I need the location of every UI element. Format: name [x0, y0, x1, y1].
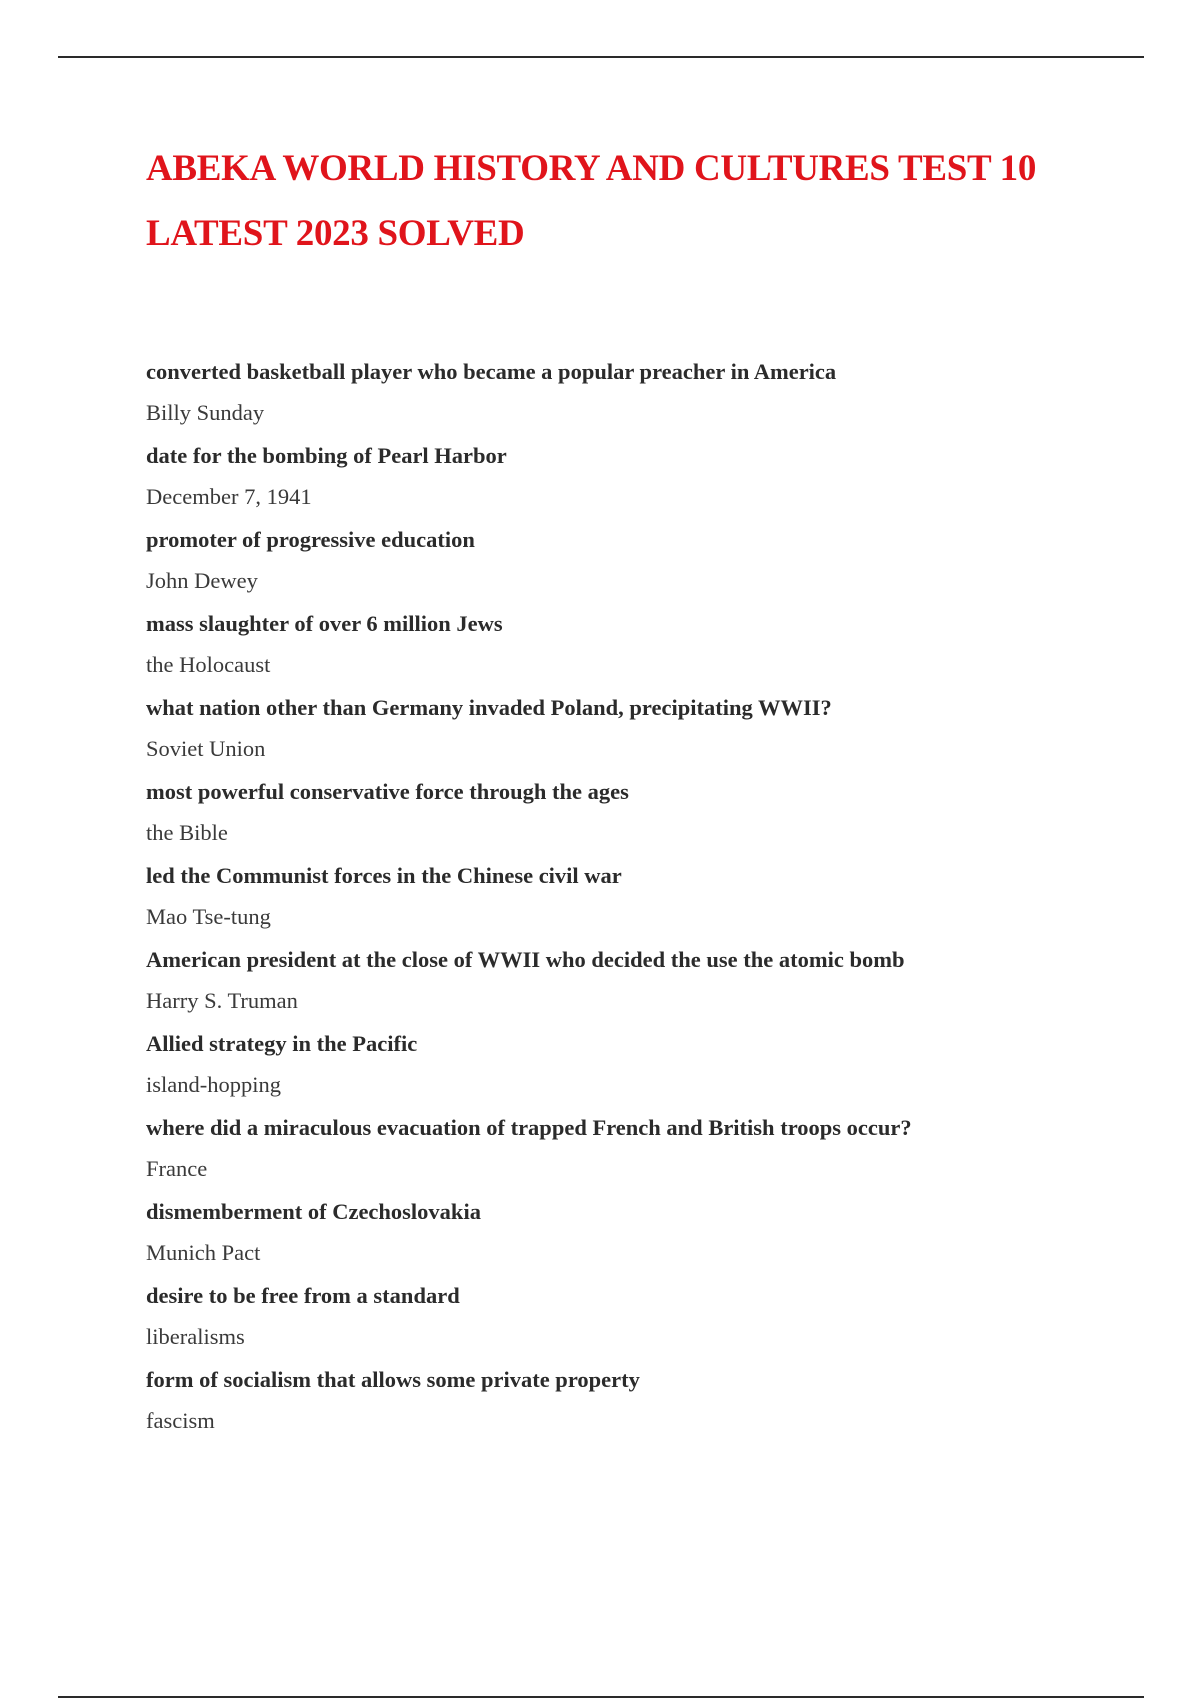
answer-text: Harry S. Truman — [146, 988, 298, 1013]
qa-item — [146, 1027, 1146, 1111]
question-text: led the Communist forces in the Chinese civil war — [146, 863, 622, 888]
qa-item — [146, 439, 1146, 523]
qa-item — [146, 1195, 1146, 1279]
question-text: form of socialism that allows some private property — [146, 1367, 640, 1392]
question-text: American president at the close of WWII who decided the use the atomic bomb — [146, 947, 905, 972]
answer-text: France — [146, 1156, 208, 1181]
question-text: promoter of progressive education — [146, 527, 475, 552]
answer-text: Billy Sunday — [146, 400, 265, 425]
qa-item — [146, 355, 1146, 439]
question-text: where did a miraculous evacuation of trapped French and British troops occur? — [146, 1115, 912, 1140]
question-text: converted basketball player who became a popular preacher in America — [146, 359, 837, 384]
answer-text: December 7, 1941 — [146, 484, 312, 509]
answer-text: island-hopping — [146, 1072, 281, 1097]
question-answer-list — [146, 355, 1146, 1447]
document-title: ABEKA WORLD HISTORY AND CULTURES TEST 10 LATEST 2023 SOLVED — [146, 148, 1037, 254]
answer-text: the Holocaust — [146, 652, 271, 677]
qa-item — [146, 859, 1146, 943]
qa-item — [146, 943, 1146, 1027]
answer-text: Munich Pact — [146, 1240, 261, 1265]
question-text: what nation other than Germany invaded Poland, precipitating WWII? — [146, 695, 832, 720]
question-text: date for the bombing of Pearl Harbor — [146, 443, 507, 468]
answer-text: the Bible — [146, 820, 228, 845]
question-text: most powerful conservative force through the ages — [146, 779, 629, 804]
question-text: dismemberment of Czechoslovakia — [146, 1199, 481, 1224]
question-text: Allied strategy in the Pacific — [146, 1031, 418, 1056]
answer-text: John Dewey — [146, 568, 258, 593]
question-text: mass slaughter of over 6 million Jews — [146, 611, 503, 636]
qa-item — [146, 775, 1146, 859]
question-text: desire to be free from a standard — [146, 1283, 460, 1308]
answer-text: fascism — [146, 1408, 215, 1433]
qa-item — [146, 1363, 1146, 1447]
bottom-rule — [58, 1696, 1144, 1698]
qa-item — [146, 1111, 1146, 1195]
answer-text: Soviet Union — [146, 736, 266, 761]
answer-text: liberalisms — [146, 1324, 245, 1349]
qa-item — [146, 523, 1146, 607]
qa-item — [146, 1279, 1146, 1363]
qa-item — [146, 691, 1146, 775]
top-rule — [58, 56, 1144, 58]
qa-item — [146, 607, 1146, 691]
answer-text: Mao Tse-tung — [146, 904, 271, 929]
